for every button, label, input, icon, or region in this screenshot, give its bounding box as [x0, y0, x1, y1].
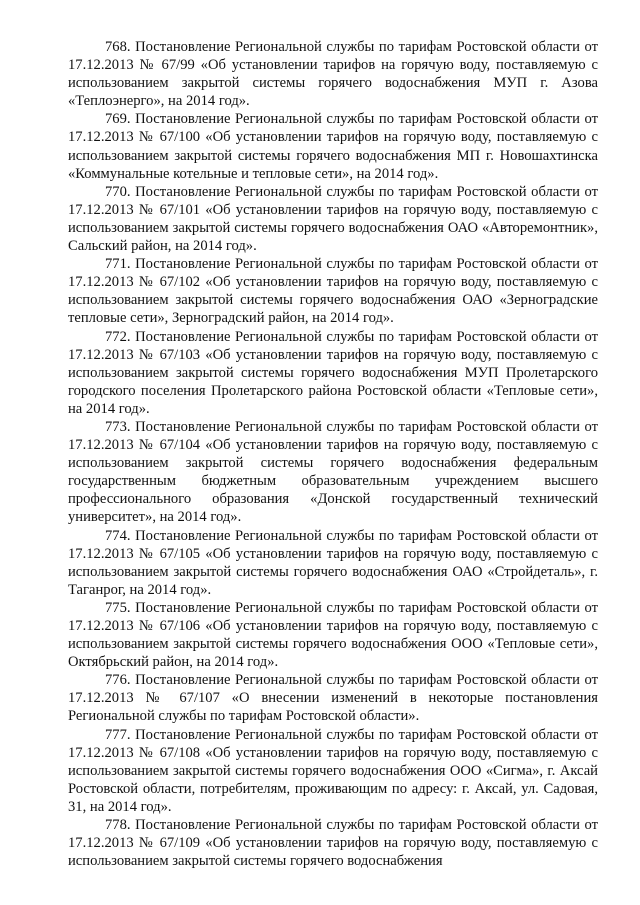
entry-768: 768. Постановление Региональной службы по тарифам Ростовской области от 17.12.2013 № 67/99 «Об установлении тарифов на горячую воду, поставляемую с использованием закрытой системы горячего водоснабжения МУП г. Азова «Теплоэнерго», на 2014 год».	[68, 39, 598, 110]
entry-773: 773. Постановление Региональной службы по тарифам Ростовской области от 17.12.2013 № 67/104 «Об установлении тарифов на горячую воду, поставляемую с использованием закрытой системы горячего водоснабжения федеральным государственным бюджетным образовательным учреждением высшего профессионального образования «Донской государственный технический университет», на 2014 год».	[68, 418, 598, 526]
entry-778: 778. Постановление Региональной службы по тарифам Ростовской области от 17.12.2013 № 67/109 «Об установлении тарифов на горячую воду, поставляемую с использованием закрытой системы горячего водоснабжения	[68, 817, 598, 870]
entry-772: 772. Постановление Региональной службы по тарифам Ростовской области от 17.12.2013 № 67/103 «Об установлении тарифов на горячую воду, поставляемую с использованием закрытой системы горячего водоснабжения МУП Пролетарского городского поселения Пролетарского района Ростовской области «Тепловые сети», на 2014 год».	[68, 328, 598, 417]
entry-774: 774. Постановление Региональной службы по тарифам Ростовской области от 17.12.2013 № 67/105 «Об установлении тарифов на горячую воду, поставляемую с использованием закрытой системы горячего водоснабжения ОАО «Стройдеталь», г. Таганрог, на 2014 год».	[68, 527, 598, 598]
entry-770: 770. Постановление Региональной службы по тарифам Ростовской области от 17.12.2013 № 67/101 «Об установлении тарифов на горячую воду, поставляемую с использованием закрытой системы горячего водоснабжения ОАО «Авторемонтник», Сальский район, на 2014 год».	[68, 183, 598, 255]
entry-775: 775. Постановление Региональной службы по тарифам Ростовской области от 17.12.2013 № 67/106 «Об установлении тарифов на горячую воду, поставляемую с использованием закрытой системы горячего водоснабжения ООО «Тепловые сети», Октябрьский район, на 2014 год».	[68, 599, 598, 671]
entry-771: 771. Постановление Региональной службы по тарифам Ростовской области от 17.12.2013 № 67/102 «Об установлении тарифов на горячую воду, поставляемую с использованием закрытой системы горячего водоснабжения ОАО «Зерноградские тепловые сети», Зерноградский район, на 2014 год».	[68, 256, 598, 327]
entry-776: 776. Постановление Региональной службы по тарифам Ростовской области от 17.12.2013 № 67/107 «О внесении изменений в некоторые постановления Региональной службы по тарифам Ростовской области».	[68, 672, 598, 725]
entry-769: 769. Постановление Региональной службы по тарифам Ростовской области от 17.12.2013 № 67/100 «Об установлении тарифов на горячую воду, поставляемую с использованием закрытой системы горячего водоснабжения МП г. Новошахтинска «Коммунальные котельные и тепловые сети», на 2014 год».	[68, 111, 598, 182]
entry-777: 777. Постановление Региональной службы по тарифам Ростовской области от 17.12.2013 № 67/108 «Об установлении тарифов на горячую воду, поставляемую с использованием закрытой системы горячего водоснабжения ООО «Сигма», г. Аксай Ростовской области, потребителям, проживающим по адресу: г. Аксай, ул. Садовая, 31, на 2014 год».	[68, 726, 598, 815]
document-page	[68, 38, 598, 870]
